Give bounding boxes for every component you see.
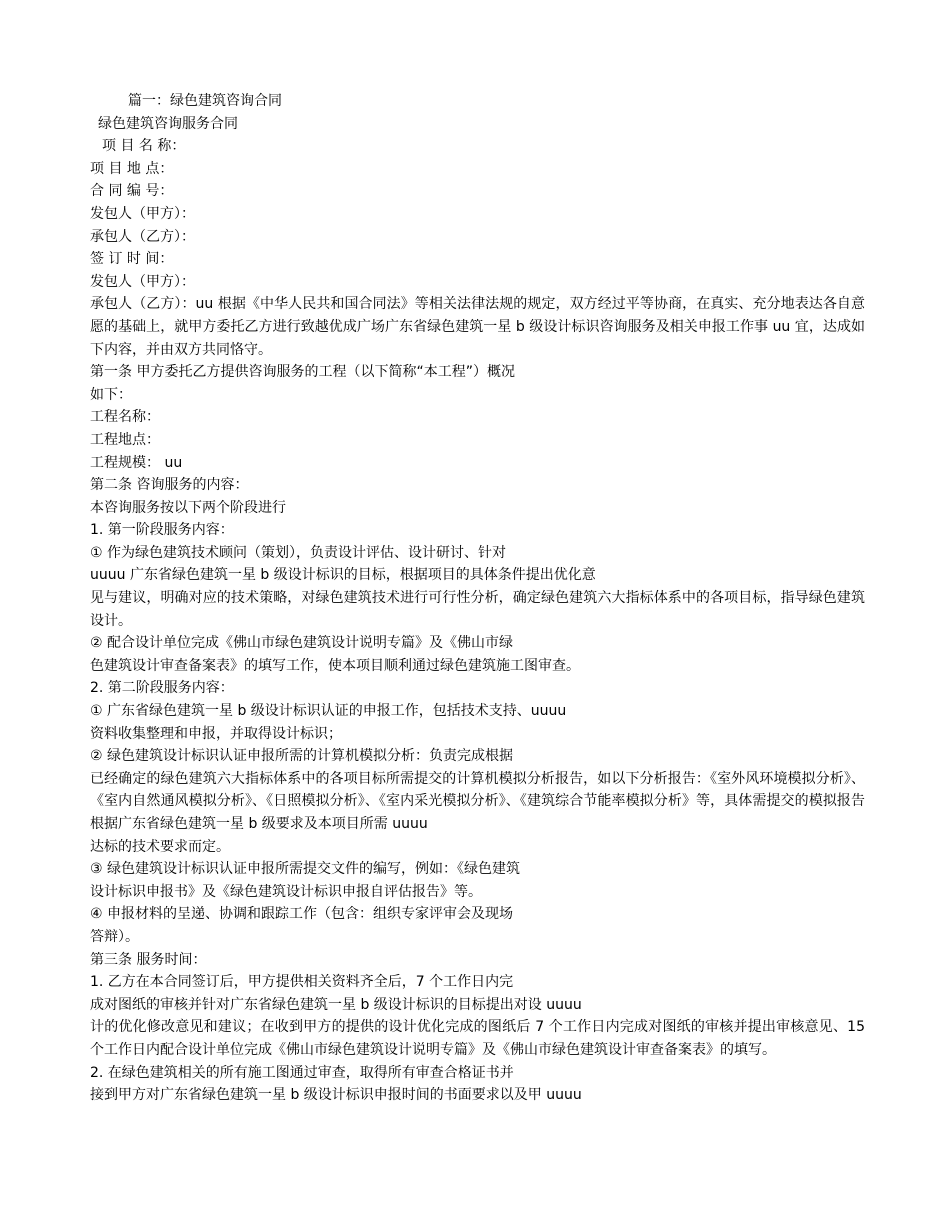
text-line: ③ 绿色建筑设计标识认证申报所需提交文件的编写，例如：《绿色建筑	[90, 861, 520, 878]
text-line: ② 配合设计单位完成《佛山市绿色建筑设计说明专篇》及《佛山市绿	[90, 635, 513, 652]
text-line: 第一条 甲方委托乙方提供咨询服务的工程（以下简称“本工程”）概况	[90, 364, 515, 381]
text-line: 篇一：绿色建筑咨询合同	[128, 93, 282, 109]
text-line: 签 订 时 间：	[90, 251, 174, 268]
text-line: ② 绿色建筑设计标识认证申报所需的计算机模拟分析：负责完成根据	[90, 748, 513, 765]
text-line: 设计标识申报书》及《绿色建筑设计标识申报自评估报告》等。	[90, 883, 482, 900]
text-line: 发包人（甲方）：	[90, 205, 195, 222]
text-line: 见与建议，明确对应的技术策略，对绿色建筑技术进行可行性分析，确定绿色建筑六大指标体系中的各项目标，指导绿色建筑设计。	[90, 590, 865, 629]
text-line: 本咨询服务按以下两个阶段进行	[90, 499, 286, 516]
contract-document	[90, 90, 865, 1107]
text-line: 2. 在绿色建筑相关的所有施工图通过审查，取得所有审查合格证书并	[90, 1064, 514, 1081]
text-line: 答辩）。	[90, 928, 139, 945]
text-line: 项 目 地 点：	[90, 160, 174, 177]
text-line: 接到甲方对广东省绿色建筑一星 b 级设计标识申报时间的书面要求以及甲 uuuu	[90, 1087, 582, 1104]
text-line: 第三条 服务时间：	[90, 951, 207, 968]
text-line: uuuu 广东省绿色建筑一星 b 级设计标识的目标，根据项目的具体条件提出优化意	[90, 567, 596, 584]
text-line: 已经确定的绿色建筑六大指标体系中的各项目标所需提交的计算机模拟分析报告，如以下分析报告：《室外风环境模拟分析》、《室内自然通风模拟分析》、《日照模拟分析》、《室内采光模拟分析》、《建筑综合节能率模拟分析》等，具体需提交的模拟报告根据广东省绿色建筑一星 b 级要求及本项目所需 uuuu	[90, 770, 865, 832]
text-line: 资料收集整理和申报，并取得设计标识；	[90, 725, 342, 742]
text-line: 合 同 编 号：	[90, 183, 174, 200]
text-line: 1. 第一阶段服务内容：	[90, 522, 234, 539]
text-line: ④ 申报材料的呈递、协调和跟踪工作（包含：组织专家评审会及现场	[90, 906, 513, 923]
text-line: 发包人（甲方）：	[90, 273, 195, 290]
text-line: 如下：	[90, 386, 132, 403]
text-line: 工程规模： uu	[90, 454, 183, 471]
text-line: 绿色建筑咨询服务合同	[98, 115, 238, 132]
text-line: 工程名称：	[90, 409, 160, 426]
text-line: 1. 乙方在本合同签订后，甲方提供相关资料齐全后，7 个工作日内完	[90, 974, 514, 991]
text-line: 成对图纸的审核并针对广东省绿色建筑一星 b 级设计标识的目标提出对设 uuuu	[90, 996, 582, 1013]
text-line: 承包人（乙方）：	[90, 228, 195, 245]
text-line: 项 目 名 称：	[102, 138, 186, 155]
text-line: 达标的技术要求而定。	[90, 838, 230, 855]
text-line: 第二条 咨询服务的内容：	[90, 477, 249, 494]
text-line: 承包人（乙方）：uu 根据《中华人民共和国合同法》等相关法律法规的规定，双方经过平等协商，在真实、充分地表达各自意愿的基础上，就甲方委托乙方进行致越优成广场广东省绿色建筑一星 b 级设计标识咨询服务及相关申报工作事 uu 宜，达成如下内容，并由双方共同恪守。	[90, 296, 865, 358]
text-line: ① 作为绿色建筑技术顾问（策划），负责设计评估、设计研讨、针对	[90, 544, 506, 561]
text-line: 2. 第二阶段服务内容：	[90, 680, 234, 697]
text-line: 计的优化修改意见和建议；在收到甲方的提供的设计优化完成的图纸后 7 个工作日内完成对图纸的审核并提出审核意见、15 个工作日内配合设计单位完成《佛山市绿色建筑设计说明专篇》及《佛山市绿色建筑设计审查备案表》的填写。	[90, 1019, 865, 1058]
text-line: 工程地点：	[90, 431, 160, 448]
text-line: 色建筑设计审查备案表》的填写工作，使本项目顺利通过绿色建筑施工图审查。	[90, 657, 580, 674]
text-line: ① 广东省绿色建筑一星 b 级设计标识认证的申报工作，包括技术支持、uuuu	[90, 703, 567, 720]
